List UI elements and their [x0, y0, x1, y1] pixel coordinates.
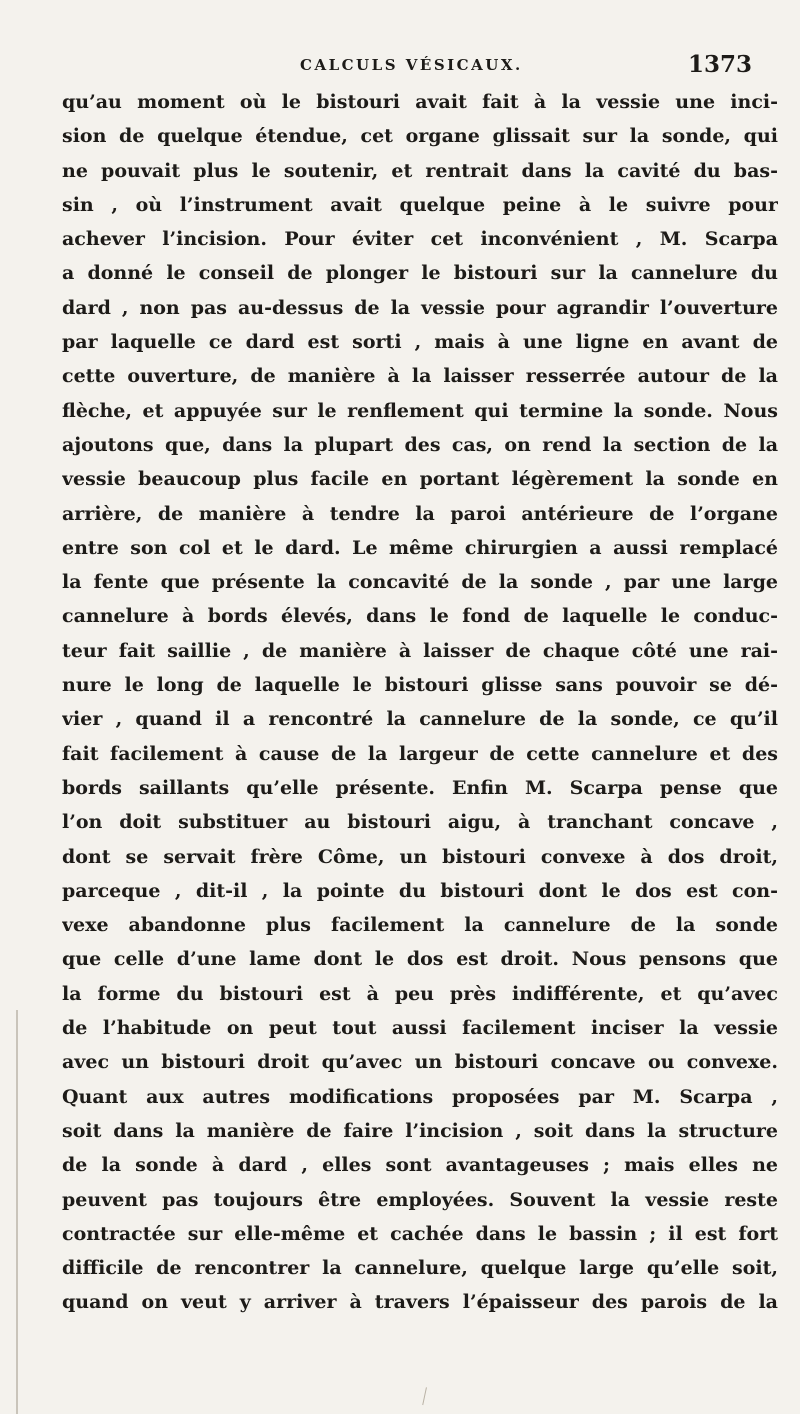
text-line: sion de quelque étendue, cet organe glissait sur la sonde, qui — [62, 125, 778, 148]
text-line: arrière, de manière à tendre la paroi antérieure de l’organe — [62, 502, 778, 525]
text-line: fait facilement à cause de la largeur de cette cannelure et des — [62, 742, 778, 765]
text-line: parceque , dit-il , la pointe du bistouri dont le dos est con- — [62, 879, 778, 902]
page-header — [0, 51, 800, 86]
text-line: achever l’incision. Pour éviter cet inconvénient , M. Scarpa — [62, 228, 778, 251]
text-line: contractée sur elle-même et cachée dans le bassin ; il est fort — [62, 1222, 778, 1245]
text-line: sin , où l’instrument avait quelque peine à le suivre pour — [62, 193, 778, 216]
running-title: CALCULS VÉSICAUX. — [300, 56, 523, 74]
text-line: vier , quand il a rencontré la cannelure de la sonde, ce qu’il — [62, 708, 778, 731]
text-line: de la sonde à dard , elles sont avantageuses ; mais elles ne — [62, 1154, 778, 1177]
text-line: ajoutons que, dans la plupart des cas, on rend la section de la — [62, 433, 778, 456]
text-line: peuvent pas toujours être employées. Souvent la vessie reste — [62, 1188, 778, 1211]
text-line: quand on veut y arriver à travers l’épaisseur des parois de la — [62, 1291, 778, 1314]
text-line: cette ouverture, de manière à la laisser resserrée autour de la — [62, 365, 778, 388]
text-line: dont se servait frère Côme, un bistouri convexe à dos droit, — [62, 845, 778, 868]
text-line: l’on doit substituer au bistouri aigu, à tranchant concave , — [62, 811, 778, 834]
text-line: soit dans la manière de faire l’incision , soit dans la structure — [62, 1119, 778, 1142]
page-number: 1373 — [688, 51, 753, 78]
text-line: de l’habitude on peut tout aussi facilement inciser la vessie — [62, 1017, 778, 1040]
text-line: cannelure à bords élevés, dans le fond de laquelle le conduc- — [62, 605, 778, 628]
body-text — [62, 85, 778, 1320]
text-line: par laquelle ce dard est sorti , mais à une ligne en avant de — [62, 331, 778, 354]
text-line: nure le long de laquelle le bistouri glisse sans pouvoir se dé- — [62, 674, 778, 697]
text-line: vexe abandonne plus facilement la cannelure de la sonde — [62, 914, 778, 937]
page-mark — [422, 1387, 435, 1406]
text-line: difficile de rencontrer la cannelure, quelque large qu’elle soit, — [62, 1257, 778, 1280]
text-line: ne pouvait plus le soutenir, et rentrait dans la cavité du bas- — [62, 159, 778, 182]
text-line: la forme du bistouri est à peu près indifférente, et qu’avec — [62, 982, 778, 1005]
text-line: vessie beaucoup plus facile en portant légèrement la sonde en — [62, 468, 778, 491]
text-line: flèche, et appuyée sur le renflement qui termine la sonde. Nous — [62, 399, 778, 422]
text-line: que celle d’une lame dont le dos est droit. Nous pensons que — [62, 948, 778, 971]
text-line: Quant aux autres modifications proposées par M. Scarpa , — [62, 1085, 778, 1108]
text-line: qu’au moment où le bistouri avait fait à la vessie une inci- — [62, 91, 778, 113]
text-line: bords saillants qu’elle présente. Enfin M. Scarpa pense que — [62, 776, 778, 799]
binding-edge — [16, 1010, 18, 1414]
text-line: dard , non pas au-dessus de la vessie pour agrandir l’ouverture — [62, 296, 778, 319]
text-line: entre son col et le dard. Le même chirurgien a aussi remplacé — [62, 536, 778, 559]
text-line: a donné le conseil de plonger le bistouri sur la cannelure du — [62, 262, 778, 285]
text-line: la fente que présente la concavité de la sonde , par une large — [62, 571, 778, 594]
text-line: avec un bistouri droit qu’avec un bistouri concave ou convexe. — [62, 1051, 778, 1074]
text-line: teur fait saillie , de manière à laisser de chaque côté une rai- — [62, 639, 778, 662]
